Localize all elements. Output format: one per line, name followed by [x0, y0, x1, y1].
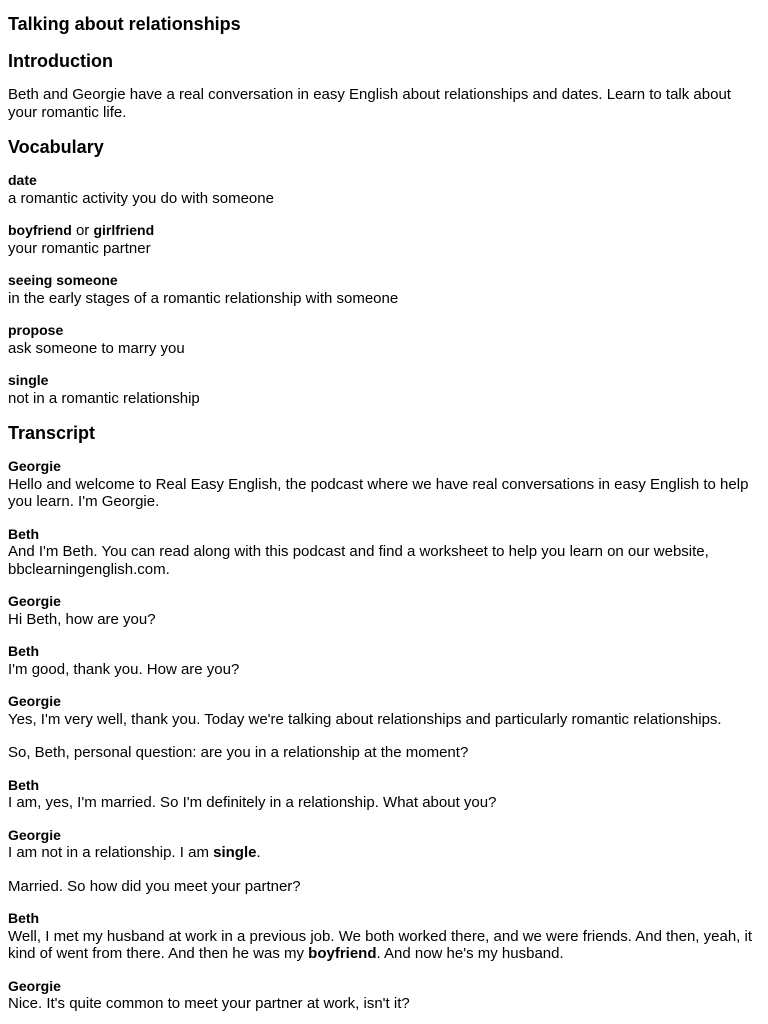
transcript-line: I'm good, thank you. How are you?: [8, 660, 240, 678]
vocab-term: boyfriend: [8, 222, 72, 238]
transcript-text: .: [256, 844, 261, 861]
transcript-turn: [8, 777, 760, 812]
transcript-turn: [8, 910, 760, 963]
transcript-line: So, Beth, personal question: are you in a relationship at the moment?: [8, 744, 469, 761]
vocab-definition: your romantic partner: [8, 239, 151, 257]
vocab-term: single: [8, 372, 49, 388]
transcript-line: [8, 844, 760, 862]
speaker-name: Georgie: [8, 977, 61, 994]
speaker-name: Georgie: [8, 593, 61, 609]
transcript-line: Nice. It's quite common to meet your partner at work, isn't it?: [8, 995, 410, 1012]
vocab-term: propose: [8, 322, 64, 338]
vocab-entry-propose: [8, 322, 760, 357]
vocab-entry-date: [8, 172, 760, 207]
vocab-highlight: single: [213, 844, 257, 861]
vocab-entry-single: [8, 372, 760, 407]
vocab-definition: ask someone to marry you: [8, 339, 185, 357]
page-title: Talking about relationships: [8, 14, 241, 34]
vocab-highlight: boyfriend: [308, 945, 377, 962]
speaker-name: Beth: [8, 910, 40, 926]
vocab-term-line: [8, 222, 760, 240]
vocab-term: date: [8, 172, 37, 188]
transcript-line: Yes, I'm very well, thank you. Today we're talking about relationships and particularly romantic relationships.: [8, 710, 722, 728]
transcript-turn: [8, 593, 760, 628]
transcript-line: I am, yes, I'm married. So I'm definitely in a relationship. What about you?: [8, 794, 497, 811]
transcript-line: Hi Beth, how are you?: [8, 610, 156, 628]
transcript-line: Married. So how did you meet your partner?: [8, 877, 301, 895]
transcript-text: . And now he's my husband.: [376, 945, 564, 962]
speaker-name: Georgie: [8, 826, 61, 843]
transcript-turn: [8, 458, 760, 511]
speaker-name: Beth: [8, 776, 40, 793]
vocab-definition: not in a romantic relationship: [8, 389, 200, 407]
vocab-entry-seeing-someone: [8, 272, 760, 307]
speaker-name: Georgie: [8, 693, 61, 709]
transcript-text: I am not in a relationship. I am: [8, 844, 214, 861]
speaker-name: Georgie: [8, 458, 61, 474]
transcript-turn: [8, 827, 760, 896]
transcript-text: Well, I met my husband at work in a previous job. We both worked there, and we were friends. And then, yeah, it kind of went from there. And then he was my: [8, 927, 753, 962]
transcript-turn: [8, 526, 760, 579]
vocab-definition: a romantic activity you do with someone: [8, 189, 274, 207]
vocab-entry-boyfriend-girlfriend: [8, 222, 760, 257]
speaker-name: Beth: [8, 525, 40, 542]
transcript-turn: [8, 643, 760, 678]
transcript-line: [8, 928, 760, 963]
introduction-heading: Introduction: [8, 51, 113, 71]
vocab-term: seeing someone: [8, 272, 118, 288]
vocab-term: girlfriend: [93, 222, 155, 238]
vocabulary-heading: Vocabulary: [8, 137, 104, 157]
introduction-text: Beth and Georgie have a real conversation in easy English about relationships and dates. Learn to talk about your romantic life.: [8, 86, 731, 121]
transcript-turn: [8, 693, 760, 762]
transcript-turn: [8, 978, 760, 1013]
vocab-term-joiner: or: [71, 222, 94, 239]
speaker-name: Beth: [8, 643, 40, 659]
vocab-definition: in the early stages of a romantic relationship with someone: [8, 289, 399, 307]
transcript-heading: Transcript: [8, 423, 96, 443]
transcript-line: Hello and welcome to Real Easy English, the podcast where we have real conversations in easy English to help you learn. I'm Georgie.: [8, 475, 749, 510]
transcript-line: And I'm Beth. You can read along with this podcast and find a worksheet to help you learn on our website, bbclearningenglish.com.: [8, 543, 709, 578]
